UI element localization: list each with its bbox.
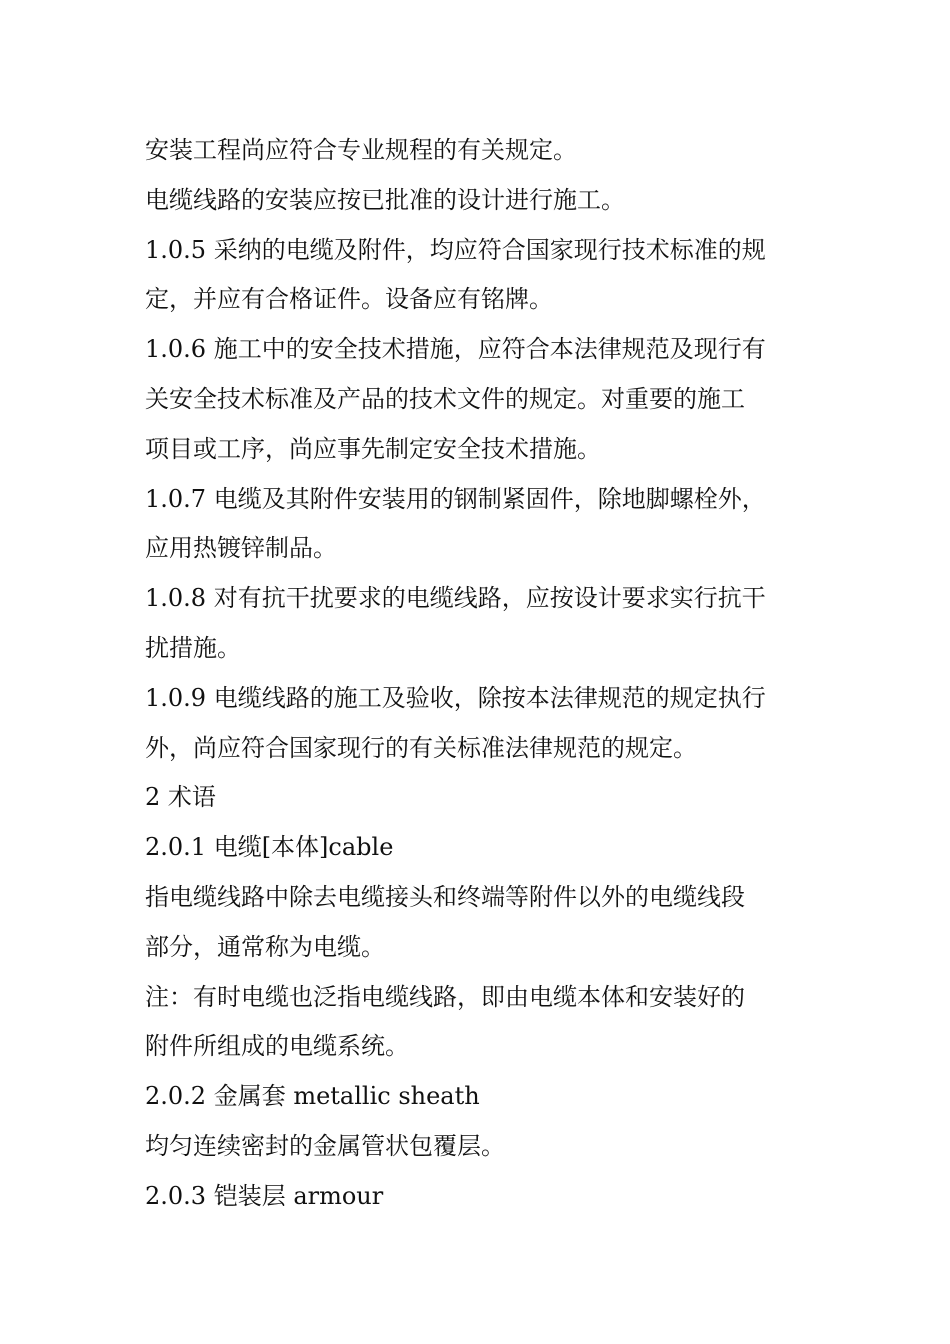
note-line: 注：有时电缆也泛指电缆线路，即由电缆本体和安装好的: [145, 982, 745, 1011]
text-line: 均匀连续密封的金属管状包覆层。: [145, 1131, 505, 1160]
term-heading: 2.0.2 金属套 metallic sheath: [145, 1082, 480, 1111]
text-line: 电缆线路的安装应按已批准的设计进行施工。: [145, 185, 625, 214]
text-line: 项目或工序，尚应事先制定安全技术措施。: [145, 434, 601, 463]
term-heading: 2.0.3 铠装层 armour: [145, 1181, 384, 1210]
text-line: 关安全技术标准及产品的技术文件的规定。对重要的施工: [145, 384, 745, 413]
text-line: 1.0.9 电缆线路的施工及验收，除按本法律规范的规定执行: [145, 683, 766, 712]
text-line: 外，尚应符合国家现行的有关标准法律规范的规定。: [145, 733, 697, 762]
text-line: 部分，通常称为电缆。: [145, 932, 385, 961]
text-line: 1.0.8 对有抗干扰要求的电缆线路，应按设计要求实行抗干: [145, 584, 766, 613]
text-line: 安装工程尚应符合专业规程的有关规定。: [145, 136, 577, 164]
term-heading: 2.0.1 电缆[本体]cable: [145, 833, 394, 862]
text-line: 1.0.7 电缆及其附件安装用的钢制紧固件，除地脚螺栓外，: [145, 484, 766, 513]
text-line: 应用热镀锌制品。: [145, 534, 337, 563]
document-body: [145, 126, 815, 1222]
note-line: 附件所组成的电缆系统。: [145, 1032, 409, 1061]
text-line: 指电缆线路中除去电缆接头和终端等附件以外的电缆线段: [145, 882, 745, 911]
text-line: 扰措施。: [145, 633, 241, 662]
text-line: 定，并应有合格证件。设备应有铭牌。: [145, 285, 553, 314]
section-heading: 2 术语: [145, 783, 216, 812]
text-line: 1.0.5 采纳的电缆及附件，均应符合国家现行技术标准的规: [145, 235, 766, 264]
text-line: 1.0.6 施工中的安全技术措施，应符合本法律规范及现行有: [145, 335, 766, 364]
